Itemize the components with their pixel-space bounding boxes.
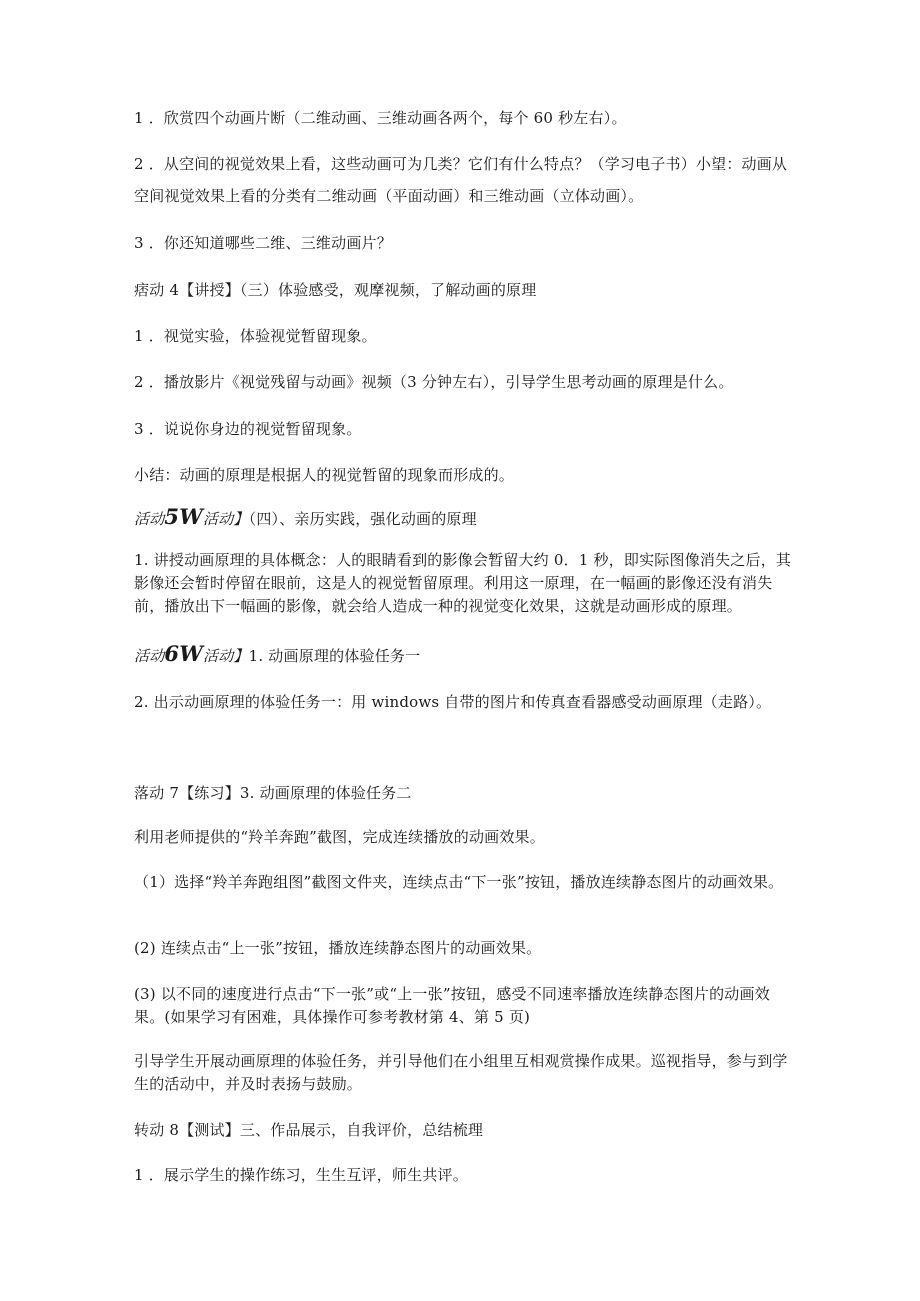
activity-6-heading [134, 641, 421, 666]
activity-7-step-2: (2) 连续点击“上一张”按钮，播放连续静态图片的动画效果。 [134, 939, 542, 957]
item-3-line: 3 ．你还知道哪些二维、三维动画片？ [134, 234, 392, 252]
activity-5-heading [134, 504, 477, 529]
activity-5-paragraph: 1. 讲授动画原理的具体概念：人的眼睛看到的影像会暂留大约 0．1 秒，即实际图像消失之后，其影像还会暂时停留在眼前，这是人的视觉暂留原理。利用这一原理，在一幅画的影像还没有消失前，播放出下一幅画的影像，就会给人造成一种的视觉变化效果，这就是动画形成的原理。 [134, 551, 792, 615]
activity-8-heading: 转动 8【测试】三、作品展示，自我评价，总结梳理 [134, 1121, 484, 1139]
activity-5-prefix: 活动 [134, 510, 165, 528]
activity-6-prefix: 活动 [134, 647, 165, 665]
summary-line: 小结：动画的原理是根据人的视觉暂留的现象而形成的。 [134, 466, 515, 484]
activity-4-item-2: 2 ．播放影片《视觉残留与动画》视频（3 分钟左右），引导学生思考动画的原理是什么。 [134, 373, 734, 391]
item-2-line-b: 空间视觉效果上看的分类有二维动画（平面动画）和三维动画（立体动画）。 [134, 187, 644, 205]
activity-5-mid: 活动】 [203, 510, 249, 528]
activity-6-item-2: 2. 出示动画原理的体验任务一：用 windows 自带的图片和传真查看器感受动画原理（走路）。 [134, 693, 772, 711]
activity-6-number: 6W [164, 641, 204, 666]
activity-5-number: 5W [164, 504, 204, 529]
activity-7-step-3: (3) 以不同的速度进行点击“下一张”或“上一张”按钮，感受不同速率播放连续静态图片的动画效果。(如果学习有困难，具体操作可参考教材第 4、第 5 页) [134, 985, 770, 1026]
activity-7-step-1: （1）选择“羚羊奔跑组图”截图文件夹，连续点击“下一张”按钮，播放连续静态图片的动画效果。 [134, 873, 784, 891]
item-2-line-a: 2 ．从空间的视觉效果上看，这些动画可为几类？它们有什么特点？（学习电子书）小望：动画从 [134, 155, 788, 173]
activity-4-heading: 痞动 4【讲授】（三）体验感受，观摩视频，了解动画的原理 [134, 281, 537, 299]
activity-4-item-1: 1 ．视觉实验，体验视觉暂留现象。 [134, 327, 377, 345]
activity-7-heading: 落动 7【练习】3. 动画原理的体验任务二 [134, 784, 412, 802]
activity-7-guidance: 引导学生开展动画原理的体验任务，并引导他们在小组里互相观赏操作成果。巡视指导，参与到学生的活动中，并及时表扬与鼓励。 [134, 1052, 788, 1093]
activity-8-item-1: 1 ．展示学生的操作练习，生生互评，师生共评。 [134, 1166, 468, 1184]
activity-7-intro: 利用老师提供的“羚羊奔跑”截图，完成连续播放的动画效果。 [134, 828, 545, 846]
activity-6-title: 1. 动画原理的体验任务一 [248, 647, 421, 665]
activity-5-title: （四）、亲历实践，强化动画的原理 [248, 510, 477, 528]
item-1-line: 1 ．欣赏四个动画片断（二维动画、三维动画各两个，每个 60 秒左右）。 [134, 109, 627, 127]
activity-6-mid: 活动】 [203, 647, 249, 665]
activity-4-item-3: 3 ．说说你身边的视觉暂留现象。 [134, 420, 362, 438]
